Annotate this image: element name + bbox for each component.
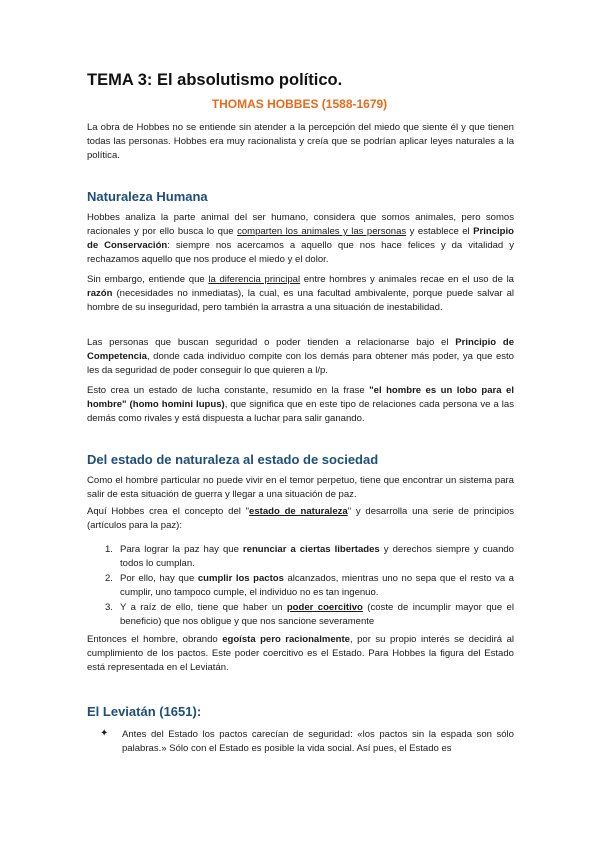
underline-text: la diferencia principal: [208, 274, 301, 285]
paragraph-principios: Aquí Hobbes crea el concepto del "estado de naturaleza" y desarrolla una serie de principios (artículos para la paz):: [87, 506, 514, 531]
underline-text: comparten los animales y las personas: [237, 226, 407, 237]
paragraph-homo-homini-lupus: Esto crea un estado de lucha constante, resumido en la frase "el hombre es un lobo para el hombre" (homo homini lupus), que significa que en este tipo de relaciones cada persona ve a las demás como rivales y está dispuesta a luchar para salir ganando.: [87, 385, 514, 424]
bold-text: cumplir los pactos: [197, 573, 284, 584]
list-item: 1. Para lograr la paz hay que renunciar a ciertas libertades y derechos siempre y cuando todos lo cumplan.: [105, 544, 514, 569]
heading-estado-sociedad: Del estado de naturaleza al estado de sociedad: [87, 452, 379, 467]
leviatan-bullet-list: [100, 728, 514, 756]
four-point-star-icon: ✦: [100, 728, 109, 739]
page-subtitle: THOMAS HOBBES (1588-1679): [211, 97, 388, 111]
bold-text: razón: [87, 288, 113, 299]
list-item: ✦ Antes del Estado los pactos carecían de seguridad: «los pactos sin la espada son sólo palabras.» Sólo con el Estado es posible la vida social. Así pues, el Estado es: [100, 728, 514, 754]
articulos-paz-list: [105, 543, 514, 630]
bold-text: poder coercitivo: [286, 602, 363, 613]
page-title: TEMA 3: El absolutismo político.: [87, 71, 343, 89]
list-item: 2. Por ello, hay que cumplir los pactos alcanzados, mientras uno no sepa que el resto va a cumplir, uno tampoco cumple, el individuo no es tan ingenuo.: [105, 573, 514, 598]
bold-text: Principio de Conservación: [87, 226, 515, 251]
bold-text: "el hombre es un lobo para el hombre" (homo homini lupus): [87, 385, 514, 410]
paragraph-conservacion: Hobbes analiza la parte animal del ser humano, considera que somos animales, pero somos racionales y por ello busca lo que comparten los animales y las personas y establece el Principio de Conservación: siempre nos acercamos a aquello que nos hace felices y da vitalidad y rechazamos aquello que nos produce el miedo y el dolor.: [87, 212, 515, 265]
paragraph-egoista: Entonces el hombre, obrando egoísta pero racionalmente, por su propio interés se decidirá al cumplimiento de los pactos. Este poder coercitivo es el Estado. Para Hobbes la figura del Estado está representada en el Leviatán.: [87, 634, 514, 673]
bold-text: estado de naturaleza: [249, 506, 348, 517]
paragraph-razon: Sin embargo, entiende que la diferencia principal entre hombres y animales recae en el uso de la razón (necesidades no inmediatas), la cual, es una facultad ambivalente, porque puede salvar al hombre de su inseguridad, pero también la arrastra a una situación de inestabilidad.: [87, 274, 514, 313]
paragraph-competencia: Las personas que buscan seguridad o poder tienden a relacionarse bajo el Principio de Competencia, donde cada individuo compite con los demás para obtener más poder, ya que esto les da seguridad de poder conseguir lo que quieren a l/p.: [87, 337, 515, 376]
paragraph-temor: Como el hombre particular no puede vivir en el temor perpetuo, tiene que encontrar un sistema para salir de esta situación de guerra y llegar a una situación de paz.: [87, 475, 514, 500]
heading-leviatan: El Leviatán (1651):: [87, 704, 202, 719]
bold-text: egoísta pero racionalmente: [222, 634, 350, 645]
list-item: 3. Y a raíz de ello, tiene que haber un poder coercitivo (coste de incumplir mayor que el beneficio) que nos obligue y que nos sancione severamente: [105, 602, 514, 627]
intro-paragraph: La obra de Hobbes no se entiende sin atender a la percepción del miedo que siente él y que tienen todas las personas. Hobbes era muy racionalista y creía que se podrían aplicar leyes naturales a la política.: [87, 122, 514, 161]
bold-text: Principio de Competencia: [87, 337, 515, 362]
heading-naturaleza-humana: Naturaleza Humana: [87, 189, 208, 204]
bold-text: renunciar a ciertas libertades: [242, 544, 380, 555]
